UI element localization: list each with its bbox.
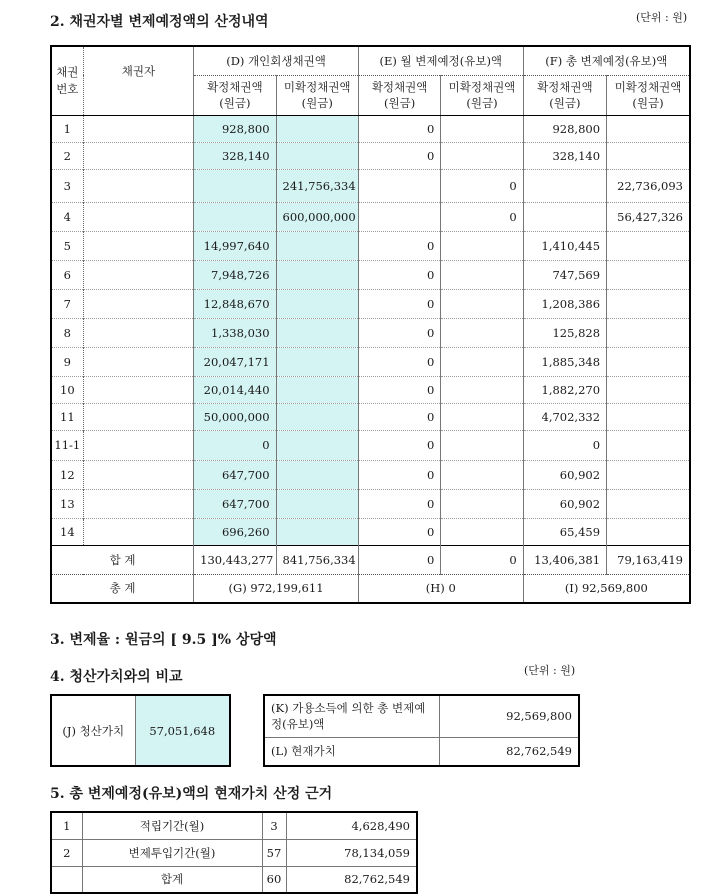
- row-d-confirmed: 0: [194, 430, 276, 460]
- total-h: (H) 0: [358, 574, 523, 603]
- header-f-confirmed: 확정채권액 (원금): [523, 75, 606, 115]
- row-f-confirmed: [523, 169, 606, 202]
- row-f-confirmed: 1,882,270: [523, 376, 606, 403]
- row-d-unconfirmed: 241,756,334: [276, 169, 358, 202]
- row-f-confirmed: 4,702,332: [523, 403, 606, 430]
- l-label: (L) 현재가치: [264, 737, 439, 766]
- row-f-unconfirmed: [607, 289, 690, 318]
- row-f-unconfirmed: [607, 403, 690, 430]
- row-f-unconfirmed: [607, 115, 690, 142]
- row-d-unconfirmed: [276, 347, 358, 376]
- row-f-unconfirmed: [607, 518, 690, 545]
- row-d-confirmed: [194, 202, 276, 231]
- row-d-confirmed: 14,997,640: [194, 231, 276, 260]
- row-no: 5: [51, 231, 83, 260]
- row-e-unconfirmed: [441, 518, 523, 545]
- row-f-confirmed: [523, 202, 606, 231]
- row-d-confirmed: 1,338,030: [194, 318, 276, 347]
- row-no: 3: [51, 169, 83, 202]
- row-no: 8: [51, 318, 83, 347]
- table-row: [51, 260, 690, 289]
- row-no: 9: [51, 347, 83, 376]
- table-row: [51, 518, 690, 545]
- row-e-unconfirmed: [441, 260, 523, 289]
- row-creditor: [83, 231, 194, 260]
- header-d-unconfirmed: 미확정채권액 (원금): [276, 75, 358, 115]
- table-row: [51, 115, 690, 142]
- liquidation-value: 57,051,648: [135, 695, 230, 766]
- row-d-unconfirmed: [276, 376, 358, 403]
- row-e-unconfirmed: [441, 115, 523, 142]
- sum-d-unconfirmed: 841,756,334: [276, 545, 358, 574]
- row-e-confirmed: 0: [358, 260, 440, 289]
- row-e-confirmed: 0: [358, 489, 440, 518]
- row-f-unconfirmed: 56,427,326: [607, 202, 690, 231]
- section4-title: 4. 청산가치와의 비교: [50, 669, 183, 685]
- row-f-unconfirmed: [607, 260, 690, 289]
- row-f-unconfirmed: [607, 376, 690, 403]
- row-f-unconfirmed: [607, 142, 690, 169]
- row-e-unconfirmed: [441, 376, 523, 403]
- row-e-confirmed: 0: [358, 142, 440, 169]
- row-creditor: [83, 169, 194, 202]
- total-g: (G) 972,199,611: [194, 574, 359, 603]
- row-creditor: [83, 318, 194, 347]
- row-e-confirmed: 0: [358, 518, 440, 545]
- row-d-unconfirmed: [276, 318, 358, 347]
- basis-label: 적립기간(월): [82, 812, 262, 839]
- row-d-unconfirmed: [276, 260, 358, 289]
- creditor-repayment-table: [50, 45, 691, 604]
- row-no: 10: [51, 376, 83, 403]
- header-group-f: (F) 총 변제예정(유보)액: [523, 46, 690, 75]
- row-d-confirmed: 647,700: [194, 489, 276, 518]
- row-e-confirmed: 0: [358, 347, 440, 376]
- row-f-confirmed: 60,902: [523, 489, 606, 518]
- row-f-confirmed: 65,459: [523, 518, 606, 545]
- row-f-unconfirmed: [607, 347, 690, 376]
- row-e-unconfirmed: [441, 430, 523, 460]
- row-e-unconfirmed: [441, 289, 523, 318]
- row-d-confirmed: 647,700: [194, 460, 276, 489]
- header-group-d: (D) 개인회생채권액: [194, 46, 359, 75]
- row-f-confirmed: 125,828: [523, 318, 606, 347]
- sum-label: 합 계: [51, 545, 194, 574]
- header-e-confirmed: 확정채권액 (원금): [358, 75, 440, 115]
- row-e-confirmed: [358, 169, 440, 202]
- row-f-confirmed: 1,208,386: [523, 289, 606, 318]
- table-row: [51, 142, 690, 169]
- table-row: [51, 812, 417, 839]
- l-value: 82,762,549: [439, 737, 579, 766]
- row-d-unconfirmed: [276, 142, 358, 169]
- row-e-unconfirmed: [441, 460, 523, 489]
- row-f-unconfirmed: 22,736,093: [607, 169, 690, 202]
- row-no: 7: [51, 289, 83, 318]
- basis-total-label: 합계: [82, 866, 262, 893]
- row-e-confirmed: 0: [358, 430, 440, 460]
- row-no: 11-1: [51, 430, 83, 460]
- row-e-confirmed: 0: [358, 231, 440, 260]
- row-e-confirmed: [358, 202, 440, 231]
- row-creditor: [83, 260, 194, 289]
- row-f-confirmed: 328,140: [523, 142, 606, 169]
- row-creditor: [83, 347, 194, 376]
- basis-amount: 4,628,490: [286, 812, 417, 839]
- basis-no: 2: [51, 839, 82, 866]
- row-f-confirmed: 928,800: [523, 115, 606, 142]
- table-row: [51, 347, 690, 376]
- header-group-e: (E) 월 변제예정(유보)액: [358, 46, 523, 75]
- row-e-unconfirmed: [441, 347, 523, 376]
- total-i: (I) 92,569,800: [523, 574, 690, 603]
- table-row: [51, 202, 690, 231]
- row-no: 12: [51, 460, 83, 489]
- row-creditor: [83, 489, 194, 518]
- section4-unit: (단위 : 원): [524, 664, 576, 677]
- table-row: [51, 489, 690, 518]
- row-d-unconfirmed: [276, 460, 358, 489]
- table-row: [51, 376, 690, 403]
- row-creditor: [83, 202, 194, 231]
- row-d-confirmed: 328,140: [194, 142, 276, 169]
- header-d-confirmed: 확정채권액 (원금): [194, 75, 276, 115]
- basis-label: 변제투입기간(월): [82, 839, 262, 866]
- row-e-unconfirmed: [441, 489, 523, 518]
- row-d-confirmed: 20,014,440: [194, 376, 276, 403]
- row-d-unconfirmed: [276, 115, 358, 142]
- total-label: 총 계: [51, 574, 194, 603]
- row-f-unconfirmed: [607, 489, 690, 518]
- sum-d-confirmed: 130,443,277: [194, 545, 276, 574]
- row-d-confirmed: [194, 169, 276, 202]
- row-e-unconfirmed: 0: [441, 202, 523, 231]
- header-f-unconfirmed: 미확정채권액 (원금): [607, 75, 690, 115]
- header-creditor: 채권자: [83, 46, 194, 115]
- basis-total-months: 60: [262, 866, 286, 893]
- present-value-table: [263, 694, 580, 767]
- row-d-unconfirmed: [276, 403, 358, 430]
- table-row: [51, 460, 690, 489]
- row-d-confirmed: 7,948,726: [194, 260, 276, 289]
- row-d-confirmed: 928,800: [194, 115, 276, 142]
- row-f-confirmed: 1,885,348: [523, 347, 606, 376]
- row-f-confirmed: 60,902: [523, 460, 606, 489]
- row-d-unconfirmed: 600,000,000: [276, 202, 358, 231]
- basis-months: 3: [262, 812, 286, 839]
- row-creditor: [83, 403, 194, 430]
- row-no: 4: [51, 202, 83, 231]
- liquidation-label: (J) 청산가치: [51, 695, 135, 766]
- basis-total-amount: 82,762,549: [286, 866, 417, 893]
- row-e-confirmed: 0: [358, 403, 440, 430]
- table-row: [51, 231, 690, 260]
- sum-f-unconfirmed: 79,163,419: [607, 545, 690, 574]
- section2-unit: (단위 : 원): [636, 11, 688, 24]
- present-value-basis-table: [50, 811, 418, 894]
- row-no: 14: [51, 518, 83, 545]
- row-creditor: [83, 289, 194, 318]
- row-e-confirmed: 0: [358, 318, 440, 347]
- row-no: 1: [51, 115, 83, 142]
- table-row: [51, 403, 690, 430]
- row-no: 11: [51, 403, 83, 430]
- header-e-unconfirmed: 미확정채권액 (원금): [441, 75, 523, 115]
- row-d-confirmed: 50,000,000: [194, 403, 276, 430]
- basis-no: 1: [51, 812, 82, 839]
- row-no: 2: [51, 142, 83, 169]
- sum-f-confirmed: 13,406,381: [523, 545, 606, 574]
- row-creditor: [83, 430, 194, 460]
- table-row: [51, 839, 417, 866]
- row-f-unconfirmed: [607, 460, 690, 489]
- section3-title: 3. 변제율 : 원금의 [ 9.5 ]% 상당액: [50, 632, 277, 648]
- table-row: [51, 169, 690, 202]
- row-e-confirmed: 0: [358, 460, 440, 489]
- row-e-confirmed: 0: [358, 289, 440, 318]
- table-row: [51, 289, 690, 318]
- table-row: [51, 318, 690, 347]
- row-e-unconfirmed: [441, 318, 523, 347]
- row-f-confirmed: 1,410,445: [523, 231, 606, 260]
- row-d-confirmed: 696,260: [194, 518, 276, 545]
- row-e-confirmed: 0: [358, 376, 440, 403]
- k-label: (K) 가용소득에 의한 총 변제예정(유보)액: [264, 695, 439, 737]
- basis-total-blank: [51, 866, 82, 893]
- row-e-confirmed: 0: [358, 115, 440, 142]
- basis-amount: 78,134,059: [286, 839, 417, 866]
- k-value: 92,569,800: [439, 695, 579, 737]
- row-e-unconfirmed: [441, 231, 523, 260]
- row-f-confirmed: 747,569: [523, 260, 606, 289]
- section2-title: 2. 채권자별 변제예정액의 산정내역: [50, 14, 269, 30]
- row-d-unconfirmed: [276, 489, 358, 518]
- row-f-unconfirmed: [607, 318, 690, 347]
- header-no: 채권 번호: [51, 46, 83, 115]
- row-d-unconfirmed: [276, 289, 358, 318]
- row-no: 13: [51, 489, 83, 518]
- row-d-unconfirmed: [276, 518, 358, 545]
- section5-title: 5. 총 변제예정(유보)액의 현재가치 산정 근거: [50, 786, 333, 802]
- row-f-unconfirmed: [607, 430, 690, 460]
- row-e-unconfirmed: [441, 142, 523, 169]
- row-d-unconfirmed: [276, 430, 358, 460]
- row-creditor: [83, 518, 194, 545]
- sum-e-unconfirmed: 0: [441, 545, 523, 574]
- row-f-confirmed: 0: [523, 430, 606, 460]
- row-creditor: [83, 376, 194, 403]
- row-creditor: [83, 460, 194, 489]
- row-creditor: [83, 142, 194, 169]
- row-d-confirmed: 20,047,171: [194, 347, 276, 376]
- liquidation-value-table: [50, 694, 231, 767]
- row-f-unconfirmed: [607, 231, 690, 260]
- row-e-unconfirmed: [441, 403, 523, 430]
- basis-months: 57: [262, 839, 286, 866]
- row-d-unconfirmed: [276, 231, 358, 260]
- row-no: 6: [51, 260, 83, 289]
- table-row: [51, 430, 690, 460]
- row-d-confirmed: 12,848,670: [194, 289, 276, 318]
- sum-e-confirmed: 0: [358, 545, 440, 574]
- row-creditor: [83, 115, 194, 142]
- row-e-unconfirmed: 0: [441, 169, 523, 202]
